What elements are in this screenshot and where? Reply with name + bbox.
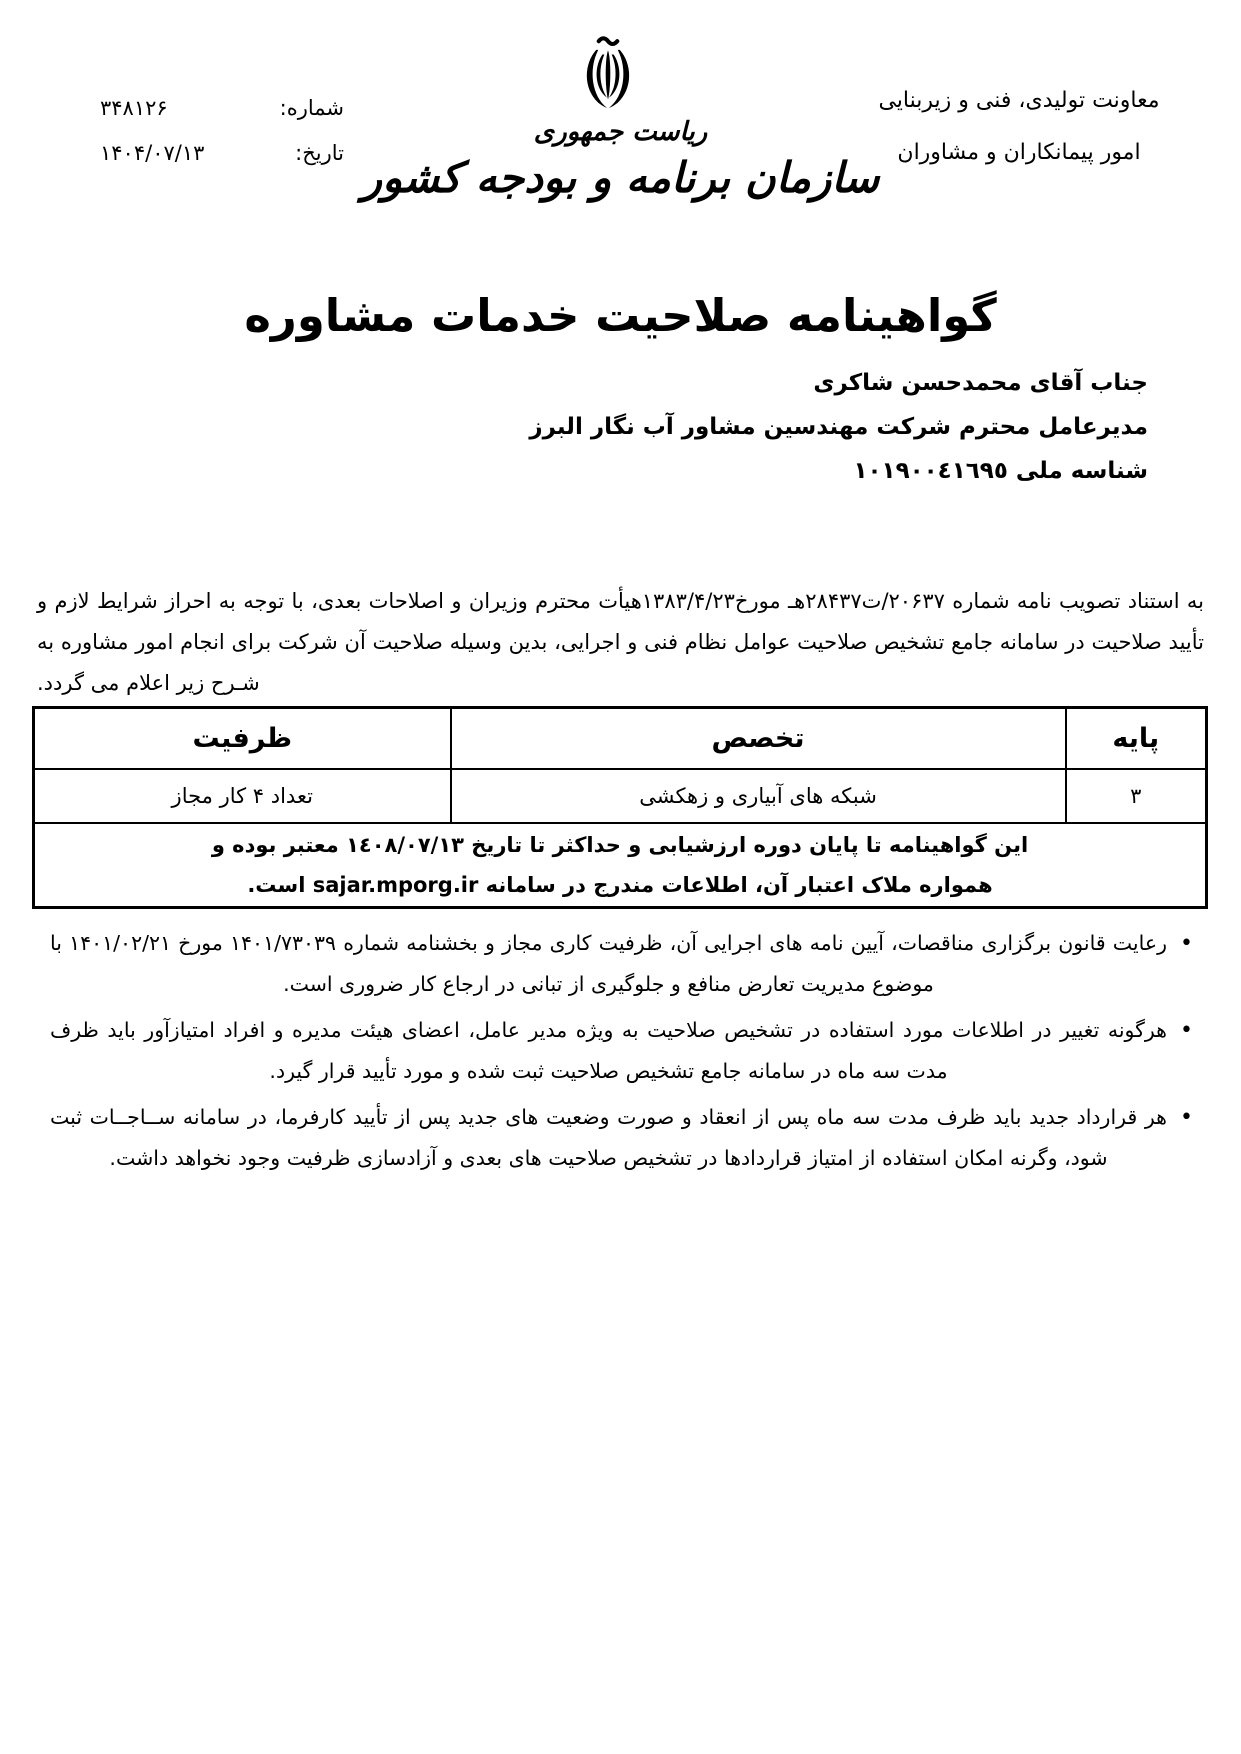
- letter-number-label: شماره:: [279, 96, 344, 120]
- validity-note: [34, 823, 1207, 908]
- certificate-statement-paragraph: به استناد تصویب نامه شماره ۲۰۶۳۷/ت۲۸۴۳۷هـ مورخ۱۳۸۳/۴/۲۳هیأت محترم وزیران و اصلاحات بعدی، با توجه به احراز شرایط لازم و تأیید صلاحیت در سامانه جامع تشخیص صلاحیت عوامل نظام فنی و اجرایی، بدین وسیله صلاحیت آن شرکت برای انجام امور مشاوره به شـرح زیر اعلام می گردد.: [37, 589, 1204, 695]
- regulatory-notes-list: [50, 923, 1201, 1179]
- addressee-name: جناب آقای محمدحسن شاکری: [813, 370, 1148, 396]
- note-contract-registration: [50, 1097, 1201, 1179]
- note-tender-law: [50, 923, 1201, 1005]
- organization-calligraphy: [0, 116, 1241, 204]
- grade-column-header: پایه: [1066, 708, 1207, 770]
- qualification-row: [34, 769, 1207, 823]
- specialty-column-header: تخصص: [451, 708, 1066, 770]
- addressee-role: مدیرعامل محترم شرکت مهندسین مشاور آب نگار البرز: [529, 414, 1148, 440]
- note-information-changes: [50, 1010, 1201, 1092]
- validity-note-line2: همواره ملاک اعتبار آن، اطلاعات مندرج در سامانه sajar.mporg.ir است.: [247, 873, 993, 897]
- note-text: هرگونه تغییر در اطلاعات مورد استفاده در تشخیص صلاحیت به ویژه مدیر عامل، اعضای هیئت مدیره و افراد امتیازآور باید ظرف مدت سه ماه در سامانه جامع تشخیص صلاحیت ثبت شده و مورد تأیید قرار گیرد.: [50, 1018, 1167, 1083]
- letter-date-value: ۱۴۰۴/۰۷/۱۳: [100, 141, 205, 165]
- office-name: امور پیمانکاران و مشاوران: [897, 140, 1141, 165]
- specialty-value: شبکه های آبیاری و زهکشی: [451, 769, 1066, 823]
- certificate-title: گواهینامه صلاحیت خدمات مشاوره: [244, 289, 997, 342]
- validity-row: [34, 823, 1207, 908]
- addressee-block: [0, 361, 1148, 493]
- bullet-icon: •: [1180, 1105, 1193, 1130]
- iran-emblem-icon: [577, 34, 639, 114]
- organization-name: سازمان برنامه و بودجه کشور: [361, 153, 880, 202]
- addressee-national-id: شناسه ملی ۱۰۱۹۰۰٤۱٦۹٥: [853, 458, 1148, 484]
- grade-value: ۳: [1066, 769, 1207, 823]
- letter-date-label: تاریخ:: [295, 141, 344, 165]
- capacity-value: تعداد ۴ کار مجاز: [34, 769, 451, 823]
- deputy-name: معاونت تولیدی، فنی و زیربنایی: [878, 88, 1160, 113]
- note-text: رعایت قانون برگزاری مناقصات، آیین نامه های اجرایی آن، ظرفیت کاری مجاز و بخشنامه شماره ۱۴۰۱/۷۳۰۳۹ مورخ ۱۴۰۱/۰۲/۲۱ با موضوع مدیریت تعارض منافع و جلوگیری از تبانی در ارجاع کار ضروری است.: [50, 931, 1168, 996]
- letter-number-value: ۳۴۸۱۲۶: [100, 96, 168, 120]
- validity-note-line1: این گواهینامه تا پایان دوره ارزشیابی و حداکثر تا تاریخ ۱٤۰۸/۰۷/۱۳ معتبر بوده و: [211, 833, 1029, 857]
- bullet-icon: •: [1180, 1018, 1193, 1043]
- presidency-line: ریاست جمهوری: [533, 117, 708, 147]
- capacity-column-header: ظرفیت: [34, 708, 451, 770]
- qualification-table: [32, 706, 1208, 909]
- table-header-row: [34, 708, 1207, 770]
- bullet-icon: •: [1180, 931, 1193, 956]
- note-text: هر قرارداد جدید باید ظرف مدت سه ماه پس از انعقاد و صورت وضعیت های جدید پس از تأیید کارفرما، در سامانه ســاجــات ثبت شود، وگرنه امکان استفاده از امتیاز قراردادها در تشخیص صلاحیت های بعدی و آزادسازی ظرفیت وجود نخواهد داشت.: [50, 1105, 1167, 1170]
- letterhead: [0, 0, 1241, 270]
